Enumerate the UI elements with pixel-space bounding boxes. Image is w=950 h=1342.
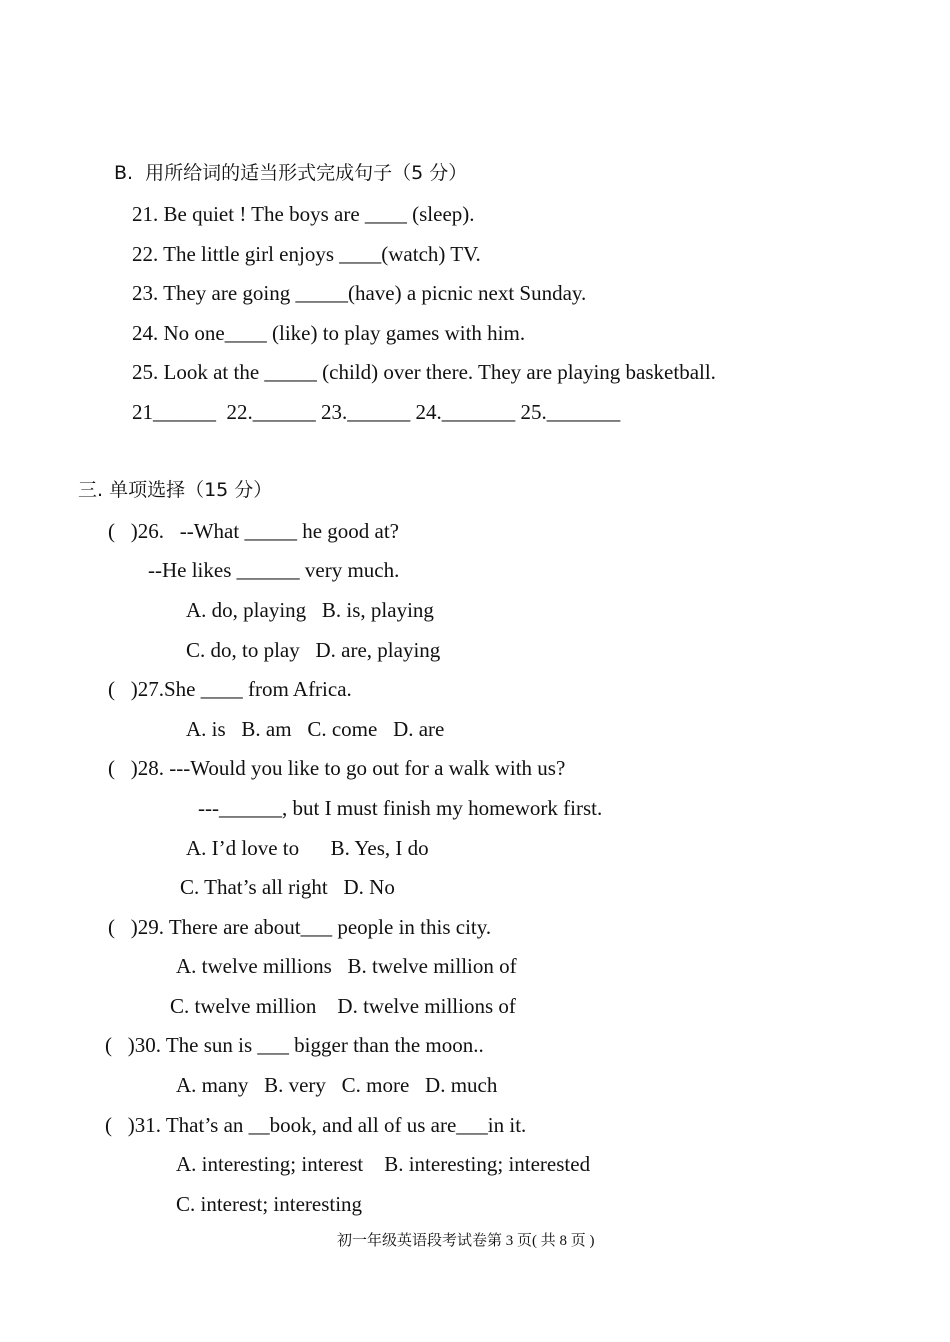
question-31: ( )31. That’s an __book, and all of us are___in it. <box>105 1113 527 1137</box>
question-29-options-cd: C. twelve million D. twelve millions of <box>170 994 516 1018</box>
question-26-options-cd: C. do, to play D. are, playing <box>186 638 441 662</box>
question-28: ( )28. ---Would you like to go out for a walk with us? <box>108 756 566 780</box>
question-30: ( )30. The sun is ___ bigger than the moon.. <box>105 1033 484 1057</box>
question-24: 24. No one____ (like) to play games with him. <box>132 321 526 345</box>
question-31-options-cd: C. interest; interesting <box>176 1192 363 1216</box>
question-29-options-ab: A. twelve millions B. twelve million of <box>176 954 517 978</box>
question-26-options-ab: A. do, playing B. is, playing <box>186 598 434 622</box>
question-29: ( )29. There are about___ people in this city. <box>108 915 492 939</box>
question-27: ( )27.She ____ from Africa. <box>108 677 352 701</box>
question-28-options-ab: A. I’d love to B. Yes, I do <box>186 836 429 860</box>
question-28-reply: ---______, but I must finish my homework first. <box>198 796 603 820</box>
question-21: 21. Be quiet ! The boys are ____ (sleep). <box>132 202 475 226</box>
question-23: 23. They are going _____(have) a picnic next Sunday. <box>132 281 587 305</box>
section-b-title: B. 用所给词的适当形式完成句子（5 分） <box>114 162 468 184</box>
answer-line: 21______ 22.______ 23.______ 24._______ 25._______ <box>132 400 621 424</box>
question-22: 22. The little girl enjoys ____(watch) TV. <box>132 242 481 266</box>
question-25: 25. Look at the _____ (child) over there. They are playing basketball. <box>132 360 716 384</box>
section-3-title: 三. 单项选择（15 分） <box>78 479 273 501</box>
question-31-options-ab: A. interesting; interest B. interesting; interested <box>176 1152 591 1176</box>
question-26-reply: --He likes ______ very much. <box>148 558 400 582</box>
question-30-options: A. many B. very C. more D. much <box>176 1073 498 1097</box>
question-26: ( )26. --What _____ he good at? <box>108 519 399 543</box>
question-28-options-cd: C. That’s all right D. No <box>180 875 395 899</box>
question-27-options: A. is B. am C. come D. are <box>186 717 445 741</box>
page-footer: 初一年级英语段考试卷第 3 页( 共 8 页 ) <box>337 1233 595 1249</box>
